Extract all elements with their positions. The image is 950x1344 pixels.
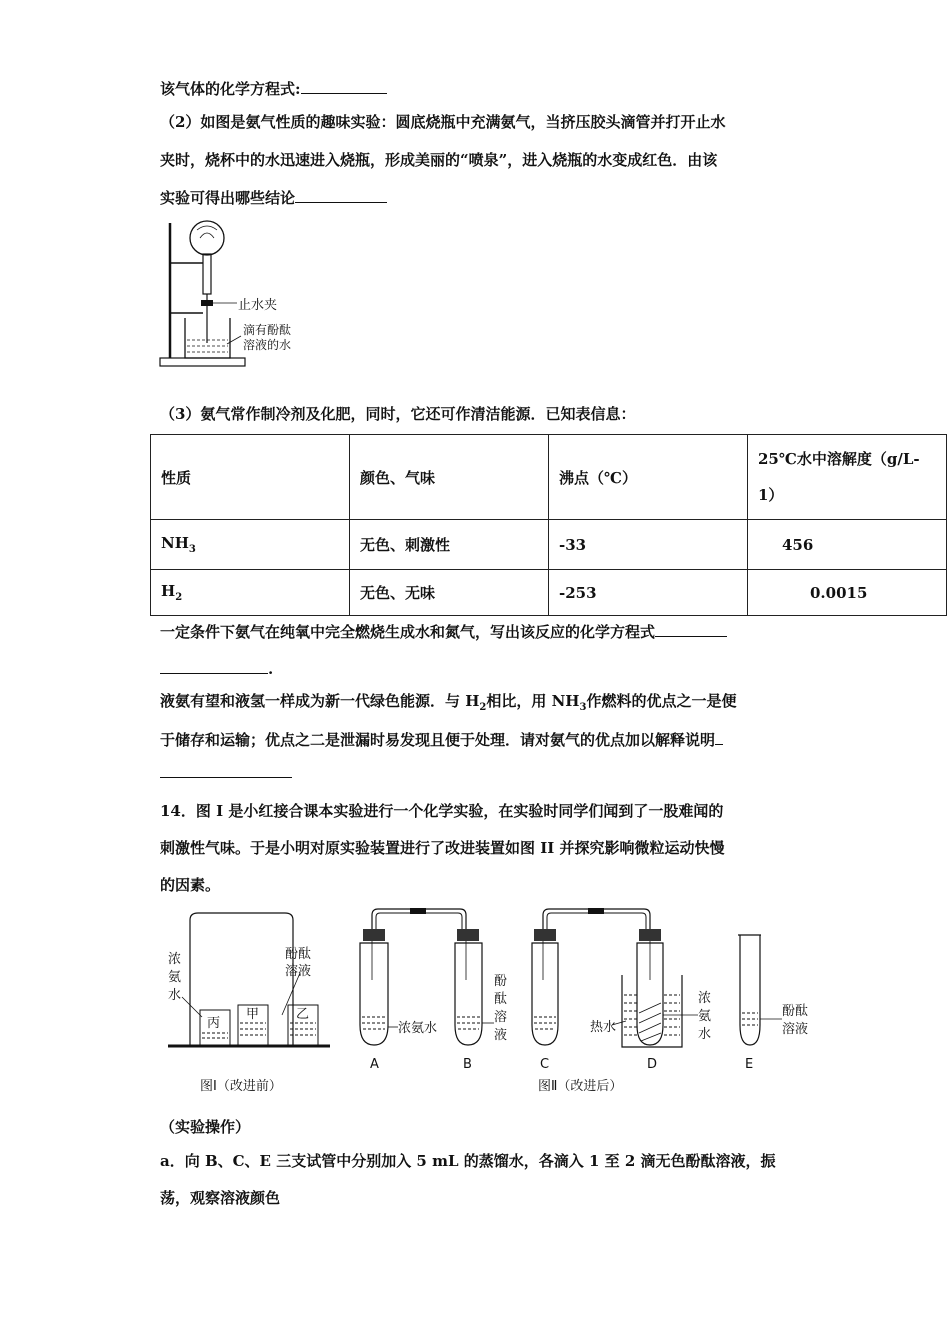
answer-blank-3[interactable] bbox=[655, 621, 727, 637]
liquid-ammonia-line-1: 液氨有望和液氢一样成为新一代绿色能源．与 $H_2$相比，用 $NH_3$作燃料的优点之一是便 bbox=[160, 692, 737, 713]
properties-table bbox=[150, 434, 947, 616]
beaker-yi: 乙 bbox=[296, 1007, 310, 1022]
answer-blank-2[interactable] bbox=[295, 187, 387, 203]
question-14-line-3: 的因素。 bbox=[160, 876, 221, 894]
question-2-line-2: 夹时，烧杯中的水迅速进入烧瓶，形成美丽的“喷泉”，进入烧瓶的水变成红色．由该 bbox=[160, 151, 718, 169]
table-cell-name: $NH_3$ bbox=[151, 520, 350, 570]
table-cell-bp: -253 bbox=[549, 570, 748, 616]
diffusion-experiment-figure bbox=[160, 905, 830, 1100]
answer-blank-1[interactable] bbox=[301, 78, 387, 94]
label-phenol-1: 酚酞 bbox=[285, 947, 312, 962]
line-equation-prompt: 该气体的化学方程式: bbox=[160, 78, 387, 99]
label-tube-a-ammonia: 浓氨水 bbox=[398, 1021, 438, 1036]
table-row bbox=[151, 570, 947, 616]
answer-blank-4b[interactable] bbox=[160, 762, 292, 778]
table-header-solubility: 25℃水中溶解度（g/L- 1） bbox=[748, 435, 947, 520]
label-phenol-2: 溶液 bbox=[285, 964, 312, 979]
label-phenol-vert-3: 溶 bbox=[494, 1010, 508, 1025]
table-cell-color: 无色、无味 bbox=[350, 570, 549, 616]
table-row bbox=[151, 520, 947, 570]
liquid-ammonia-line-3 bbox=[160, 762, 292, 783]
table-header: 颜色、气味 bbox=[350, 435, 549, 520]
label-ammonia-3: 水 bbox=[168, 988, 182, 1003]
fountain-apparatus-figure bbox=[155, 218, 325, 373]
combustion-prompt: 一定条件下氨气在纯氧中完全燃烧生成水和氮气，写出该反应的化学方程式 bbox=[160, 621, 727, 642]
table-cell-name: $H_2$ bbox=[151, 570, 350, 616]
table-cell-bp: -33 bbox=[549, 520, 748, 570]
label-phenol-e-1: 酚酞 bbox=[782, 1004, 809, 1019]
table-header: 性质 bbox=[151, 435, 350, 520]
tube-letter-d: D bbox=[647, 1057, 658, 1072]
label-ammonia-d-1: 浓 bbox=[698, 991, 712, 1006]
label-hot-water: 热水 bbox=[590, 1020, 617, 1035]
question-14-line-2: 刺激性气味。于是小明对原实验装置进行了改进装置如图 II 并探究影响微粒运动快慢 bbox=[160, 839, 725, 857]
label-ammonia-d-3: 水 bbox=[698, 1027, 712, 1042]
label-ammonia-2: 氨 bbox=[168, 970, 182, 985]
experiment-operation-heading: （实验操作） bbox=[160, 1118, 251, 1136]
question-2-line-3: 实验可得出哪些结论 bbox=[160, 187, 387, 208]
answer-blank-4[interactable] bbox=[715, 729, 723, 745]
tube-letter-c: C bbox=[540, 1057, 550, 1072]
combustion-prompt-cont: . bbox=[160, 658, 273, 679]
label-water-clamp: 止水夹 bbox=[238, 298, 278, 313]
question-2-line-1: （2）如图是氨气性质的趣味实验：圆底烧瓶中充满氨气，当挤压胶头滴管并打开止水 bbox=[160, 113, 726, 131]
operation-step-a: a．向 B、C、E 三支试管中分别加入 5 mL 的蒸馏水，各滴入 1 至 2 滴无色酚酞溶液，振 bbox=[160, 1152, 776, 1170]
answer-blank-3b[interactable] bbox=[160, 658, 268, 674]
question-3-intro: （3）氨气常作制冷剂及化肥，同时，它还可作清洁能源．已知表信息： bbox=[160, 405, 636, 423]
tube-letter-a: A bbox=[370, 1057, 379, 1072]
beaker-bing: 丙 bbox=[207, 1016, 221, 1031]
label-water-with-phenol-2: 溶液的水 bbox=[243, 338, 292, 352]
label-ammonia-1: 浓 bbox=[168, 952, 182, 967]
tube-letter-b: B bbox=[463, 1057, 472, 1072]
caption-figure-2: 图Ⅱ（改进后） bbox=[538, 1079, 623, 1094]
beaker-jia: 甲 bbox=[246, 1007, 260, 1022]
table-cell-sol: 456 bbox=[748, 520, 947, 570]
table-header-row bbox=[151, 435, 947, 520]
caption-figure-1: 图Ⅰ（改进前） bbox=[200, 1079, 282, 1094]
label-phenol-vert-4: 液 bbox=[494, 1028, 508, 1043]
table-cell-sol: 0.0015 bbox=[748, 570, 947, 616]
tube-letter-e: E bbox=[745, 1057, 754, 1072]
liquid-ammonia-line-2: 于储存和运输；优点之二是泄漏时易发现且便于处理．请对氨气的优点加以解释说明 bbox=[160, 729, 723, 750]
label-phenol-e-2: 溶液 bbox=[782, 1022, 809, 1037]
table-header: 沸点（℃） bbox=[549, 435, 748, 520]
question-14-line-1: 14．图 I 是小红接合课本实验进行一个化学实验，在实验时同学们闻到了一股难闻的 bbox=[160, 802, 724, 820]
table-cell-color: 无色、刺激性 bbox=[350, 520, 549, 570]
label-ammonia-d-2: 氨 bbox=[698, 1009, 712, 1024]
label-phenol-vert-1: 酚 bbox=[494, 974, 508, 989]
label-phenol-vert-2: 酞 bbox=[494, 992, 508, 1007]
label-water-with-phenol-1: 滴有酚酞 bbox=[243, 323, 292, 337]
operation-step-a-cont: 荡，观察溶液颜色 bbox=[160, 1189, 281, 1207]
